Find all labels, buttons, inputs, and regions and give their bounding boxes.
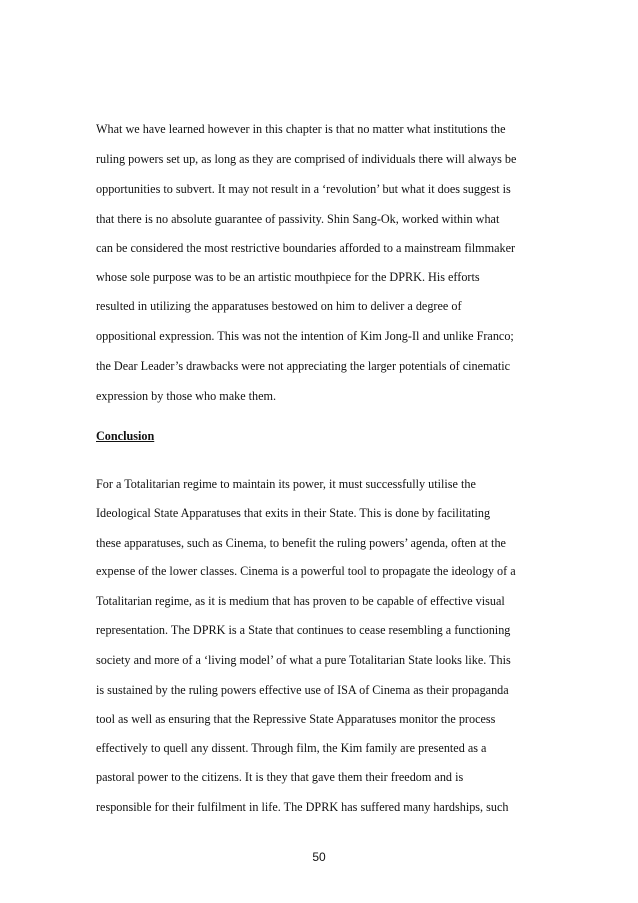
paragraph-1-line: expression by those who make them. (96, 389, 277, 403)
paragraph-1-line: oppositional expression. This was not the intention of Kim Jong-Il and unlike Franco; (96, 329, 514, 343)
paragraph-1-line: resulted in utilizing the apparatuses bestowed on him to deliver a degree of (96, 299, 462, 313)
paragraph-1-line: the Dear Leader’s drawbacks were not appreciating the larger potentials of cinematic (96, 359, 511, 373)
paragraph-1-line: ruling powers set up, as long as they are comprised of individuals there will always be (96, 152, 517, 166)
paragraph-2-line: Totalitarian regime, as it is medium that has proven to be capable of effective visual (96, 594, 505, 608)
paragraph-2-line: these apparatuses, such as Cinema, to benefit the ruling powers’ agenda, often at the (96, 536, 506, 550)
paragraph-2-line: Ideological State Apparatuses that exits in their State. This is done by facilitating (96, 506, 491, 520)
section-heading-conclusion: Conclusion (96, 429, 155, 443)
paragraph-2-line: is sustained by the ruling powers effective use of ISA of Cinema as their propaganda (96, 683, 509, 697)
paragraph-2-line: expense of the lower classes. Cinema is a powerful tool to propagate the ideology of a (96, 564, 516, 578)
paragraph-2-line: tool as well as ensuring that the Repressive State Apparatuses monitor the process (96, 712, 496, 726)
paragraph-1-line: that there is no absolute guarantee of passivity. Shin Sang-Ok, worked within what (96, 212, 500, 226)
paragraph-1-line: What we have learned however in this chapter is that no matter what institutions the (96, 122, 506, 136)
paragraph-2-line: For a Totalitarian regime to maintain its power, it must successfully utilise the (96, 477, 476, 491)
paragraph-2-line: effectively to quell any dissent. Through film, the Kim family are presented as a (96, 741, 487, 755)
paragraph-2-line: pastoral power to the citizens. It is they that gave them their freedom and is (96, 770, 464, 784)
paragraph-1-line: whose sole purpose was to be an artistic mouthpiece for the DPRK. His efforts (96, 270, 480, 284)
paragraph-2-line: representation. The DPRK is a State that continues to cease resembling a functioning (96, 623, 511, 637)
paragraph-1-line: can be considered the most restrictive boundaries afforded to a mainstream filmmaker (96, 241, 516, 255)
page-number: 50 (312, 850, 326, 864)
paragraph-2-line: society and more of a ‘living model’ of what a pure Totalitarian State looks like. This (96, 653, 511, 667)
paragraph-1-line: opportunities to subvert. It may not result in a ‘revolution’ but what it does suggest is (96, 182, 511, 196)
paragraph-2-line: responsible for their fulfilment in life. The DPRK has suffered many hardships, such (96, 800, 509, 814)
